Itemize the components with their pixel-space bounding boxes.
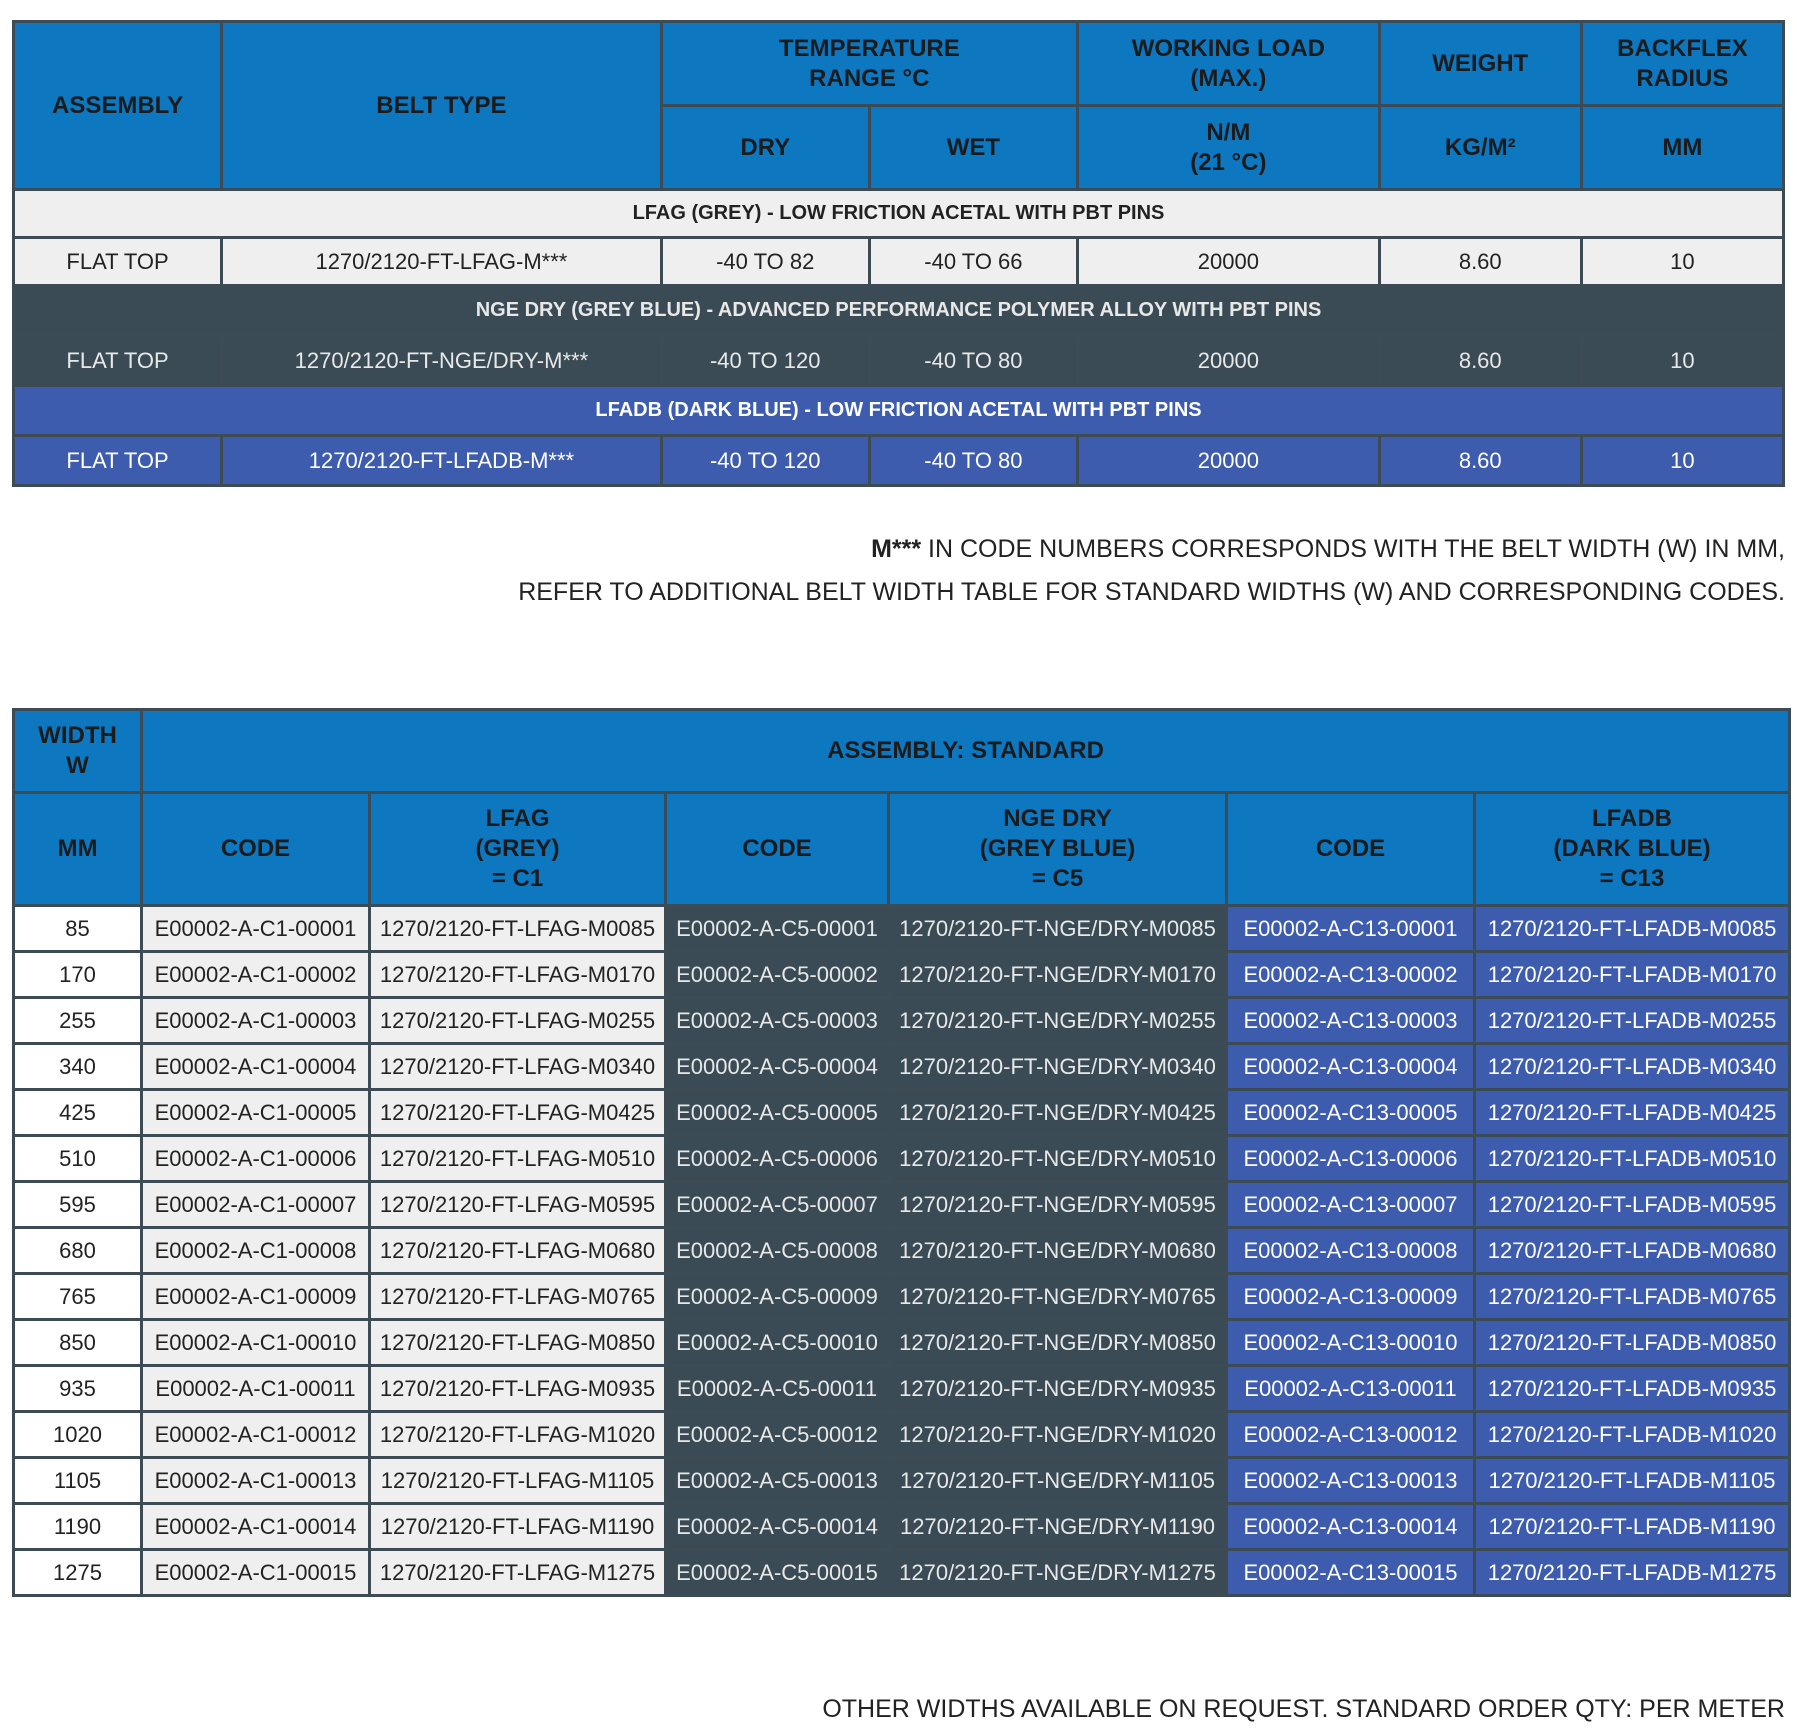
cell-nge-code: E00002-A-C5-00004 [666,1044,889,1090]
cell-nge-belt: 1270/2120-FT-NGE/DRY-M1020 [889,1412,1227,1458]
cell-nge-belt: 1270/2120-FT-NGE/DRY-M0765 [889,1274,1227,1320]
cell-lfag-belt: 1270/2120-FT-LFAG-M1020 [370,1412,666,1458]
table-row [14,1504,1790,1550]
cell-lfadb-code: E00002-A-C13-00011 [1227,1366,1475,1412]
section-title-nge: NGE DRY (GREY BLUE) - ADVANCED PERFORMANCE POLYMER ALLOY WITH PBT PINS [14,286,1784,336]
cell-lfag-belt: 1270/2120-FT-LFAG-M0935 [370,1366,666,1412]
cell-nge-code: E00002-A-C5-00010 [666,1320,889,1366]
cell-lfag-code: E00002-A-C1-00011 [142,1366,370,1412]
cell-dry: -40 TO 120 [661,436,869,486]
cell-lfadb-code: E00002-A-C13-00012 [1227,1412,1475,1458]
cell-lfadb-code: E00002-A-C13-00013 [1227,1458,1475,1504]
header-lfadb: LFADB (DARK BLUE) = C13 [1475,793,1790,906]
cell-lfadb-belt: 1270/2120-FT-LFADB-M0765 [1475,1274,1790,1320]
spec-row-lfadb [14,436,1784,486]
cell-nge-code: E00002-A-C5-00001 [666,906,889,952]
cell-lfag-belt: 1270/2120-FT-LFAG-M0255 [370,998,666,1044]
cell-nge-belt: 1270/2120-FT-NGE/DRY-M0255 [889,998,1227,1044]
cell-dry: -40 TO 82 [661,238,869,286]
cell-wet: -40 TO 66 [869,238,1077,286]
cell-width-mm: 850 [14,1320,142,1366]
cell-width-mm: 765 [14,1274,142,1320]
cell-lfadb-belt: 1270/2120-FT-LFADB-M0170 [1475,952,1790,998]
cell-width-mm: 85 [14,906,142,952]
cell-width-mm: 1105 [14,1458,142,1504]
cell-lfag-belt: 1270/2120-FT-LFAG-M0085 [370,906,666,952]
cell-lfag-belt: 1270/2120-FT-LFAG-M0680 [370,1228,666,1274]
cell-lfadb-belt: 1270/2120-FT-LFADB-M1275 [1475,1550,1790,1596]
cell-assembly: FLAT TOP [14,436,222,486]
cell-wet: -40 TO 80 [869,436,1077,486]
table-row [14,906,1790,952]
cell-weight: 8.60 [1379,336,1581,386]
table-row [14,1182,1790,1228]
cell-nge-code: E00002-A-C5-00009 [666,1274,889,1320]
header-mm: MM [14,793,142,906]
cell-lfag-belt: 1270/2120-FT-LFAG-M1190 [370,1504,666,1550]
cell-lfag-code: E00002-A-C1-00005 [142,1090,370,1136]
cell-lfag-code: E00002-A-C1-00014 [142,1504,370,1550]
cell-width-mm: 340 [14,1044,142,1090]
cell-lfag-belt: 1270/2120-FT-LFAG-M0595 [370,1182,666,1228]
header-backflex: BACKFLEX RADIUS [1581,22,1783,106]
cell-belt-type: 1270/2120-FT-NGE/DRY-M*** [222,336,661,386]
spec-row-lfag [14,238,1784,286]
cell-nge-belt: 1270/2120-FT-NGE/DRY-M0510 [889,1136,1227,1182]
cell-lfadb-belt: 1270/2120-FT-LFADB-M0085 [1475,906,1790,952]
cell-nge-belt: 1270/2120-FT-NGE/DRY-M0170 [889,952,1227,998]
header-code-c1: CODE [142,793,370,906]
cell-nge-code: E00002-A-C5-00007 [666,1182,889,1228]
cell-load: 20000 [1078,238,1380,286]
cell-radius: 10 [1581,336,1783,386]
cell-width-mm: 1020 [14,1412,142,1458]
cell-nge-belt: 1270/2120-FT-NGE/DRY-M0850 [889,1320,1227,1366]
cell-nge-code: E00002-A-C5-00006 [666,1136,889,1182]
cell-width-mm: 255 [14,998,142,1044]
cell-lfadb-code: E00002-A-C13-00001 [1227,906,1475,952]
cell-radius: 10 [1581,238,1783,286]
cell-lfadb-belt: 1270/2120-FT-LFADB-M1020 [1475,1412,1790,1458]
cell-nge-belt: 1270/2120-FT-NGE/DRY-M0085 [889,906,1227,952]
cell-lfag-belt: 1270/2120-FT-LFAG-M0425 [370,1090,666,1136]
cell-lfag-belt: 1270/2120-FT-LFAG-M0510 [370,1136,666,1182]
cell-lfadb-code: E00002-A-C13-00004 [1227,1044,1475,1090]
header-assembly-standard: ASSEMBLY: STANDARD [142,710,1790,793]
table-row [14,1274,1790,1320]
cell-nge-code: E00002-A-C5-00013 [666,1458,889,1504]
cell-lfag-code: E00002-A-C1-00015 [142,1550,370,1596]
cell-nge-code: E00002-A-C5-00005 [666,1090,889,1136]
cell-nge-belt: 1270/2120-FT-NGE/DRY-M0935 [889,1366,1227,1412]
cell-lfadb-code: E00002-A-C13-00008 [1227,1228,1475,1274]
cell-nge-code: E00002-A-C5-00014 [666,1504,889,1550]
header-assembly: ASSEMBLY [14,22,222,190]
cell-lfag-belt: 1270/2120-FT-LFAG-M0170 [370,952,666,998]
table-row [14,1550,1790,1596]
code-note-text: IN CODE NUMBERS CORRESPONDS WITH THE BELT WIDTH (W) IN MM, [921,535,1785,563]
width-table-body [14,906,1790,1596]
table-row [14,1366,1790,1412]
spec-row-nge [14,336,1784,386]
cell-belt-type: 1270/2120-FT-LFAG-M*** [222,238,661,286]
table-row [14,1320,1790,1366]
cell-load: 20000 [1078,336,1380,386]
table-row [14,1458,1790,1504]
cell-lfadb-belt: 1270/2120-FT-LFADB-M0680 [1475,1228,1790,1274]
cell-width-mm: 1190 [14,1504,142,1550]
cell-lfag-belt: 1270/2120-FT-LFAG-M1105 [370,1458,666,1504]
cell-nge-code: E00002-A-C5-00008 [666,1228,889,1274]
width-table-note: REFER TO ADDITIONAL BELT WIDTH TABLE FOR STANDARD WIDTHS (W) AND CORRESPONDING CODES. [518,578,1785,606]
header-dry: DRY [661,106,869,190]
header-working-load: WORKING LOAD (MAX.) [1078,22,1380,106]
cell-lfag-code: E00002-A-C1-00008 [142,1228,370,1274]
cell-lfadb-code: E00002-A-C13-00014 [1227,1504,1475,1550]
cell-lfag-code: E00002-A-C1-00004 [142,1044,370,1090]
cell-lfadb-code: E00002-A-C13-00003 [1227,998,1475,1044]
cell-lfadb-belt: 1270/2120-FT-LFADB-M0510 [1475,1136,1790,1182]
cell-nge-belt: 1270/2120-FT-NGE/DRY-M1190 [889,1504,1227,1550]
cell-width-mm: 680 [14,1228,142,1274]
cell-lfadb-belt: 1270/2120-FT-LFADB-M1105 [1475,1458,1790,1504]
header-wet: WET [869,106,1077,190]
cell-weight: 8.60 [1379,436,1581,486]
cell-belt-type: 1270/2120-FT-LFADB-M*** [222,436,661,486]
cell-lfag-belt: 1270/2120-FT-LFAG-M0850 [370,1320,666,1366]
spec-table [12,20,1785,487]
width-table [12,708,1791,1597]
cell-lfag-belt: 1270/2120-FT-LFAG-M1275 [370,1550,666,1596]
code-note-bold: M*** [871,535,922,563]
header-code-c5: CODE [666,793,889,906]
header-width: WIDTH W [14,710,142,793]
cell-lfadb-code: E00002-A-C13-00002 [1227,952,1475,998]
cell-lfadb-belt: 1270/2120-FT-LFADB-M0255 [1475,998,1790,1044]
cell-lfadb-belt: 1270/2120-FT-LFADB-M0340 [1475,1044,1790,1090]
cell-lfag-belt: 1270/2120-FT-LFAG-M0340 [370,1044,666,1090]
footer-note: OTHER WIDTHS AVAILABLE ON REQUEST. STANDARD ORDER QTY: PER METER [822,1695,1785,1723]
table-row [14,998,1790,1044]
cell-width-mm: 170 [14,952,142,998]
cell-lfadb-code: E00002-A-C13-00010 [1227,1320,1475,1366]
cell-lfadb-belt: 1270/2120-FT-LFADB-M0935 [1475,1366,1790,1412]
cell-nge-belt: 1270/2120-FT-NGE/DRY-M1105 [889,1458,1227,1504]
cell-nge-code: E00002-A-C5-00015 [666,1550,889,1596]
header-weight-unit: KG/M² [1379,106,1581,190]
cell-nge-code: E00002-A-C5-00011 [666,1366,889,1412]
cell-nge-code: E00002-A-C5-00003 [666,998,889,1044]
cell-nge-belt: 1270/2120-FT-NGE/DRY-M0340 [889,1044,1227,1090]
cell-width-mm: 1275 [14,1550,142,1596]
cell-lfag-code: E00002-A-C1-00006 [142,1136,370,1182]
header-backflex-unit: MM [1581,106,1783,190]
cell-nge-code: E00002-A-C5-00002 [666,952,889,998]
cell-lfadb-code: E00002-A-C13-00006 [1227,1136,1475,1182]
cell-lfag-belt: 1270/2120-FT-LFAG-M0765 [370,1274,666,1320]
cell-lfadb-code: E00002-A-C13-00007 [1227,1182,1475,1228]
cell-dry: -40 TO 120 [661,336,869,386]
cell-load: 20000 [1078,436,1380,486]
cell-width-mm: 595 [14,1182,142,1228]
cell-lfag-code: E00002-A-C1-00007 [142,1182,370,1228]
code-note [871,535,1785,564]
cell-assembly: FLAT TOP [14,336,222,386]
cell-lfadb-belt: 1270/2120-FT-LFADB-M1190 [1475,1504,1790,1550]
section-title-lfadb: LFADB (DARK BLUE) - LOW FRICTION ACETAL WITH PBT PINS [14,386,1784,436]
cell-lfag-code: E00002-A-C1-00003 [142,998,370,1044]
cell-lfadb-code: E00002-A-C13-00005 [1227,1090,1475,1136]
cell-width-mm: 935 [14,1366,142,1412]
cell-nge-belt: 1270/2120-FT-NGE/DRY-M1275 [889,1550,1227,1596]
cell-lfadb-belt: 1270/2120-FT-LFADB-M0595 [1475,1182,1790,1228]
cell-nge-belt: 1270/2120-FT-NGE/DRY-M0680 [889,1228,1227,1274]
cell-lfadb-belt: 1270/2120-FT-LFADB-M0425 [1475,1090,1790,1136]
table-row [14,1136,1790,1182]
header-code-c13: CODE [1227,793,1475,906]
cell-lfag-code: E00002-A-C1-00002 [142,952,370,998]
table-row [14,952,1790,998]
table-row [14,1090,1790,1136]
cell-nge-code: E00002-A-C5-00012 [666,1412,889,1458]
cell-lfag-code: E00002-A-C1-00012 [142,1412,370,1458]
header-weight: WEIGHT [1379,22,1581,106]
cell-lfadb-code: E00002-A-C13-00009 [1227,1274,1475,1320]
cell-weight: 8.60 [1379,238,1581,286]
cell-width-mm: 510 [14,1136,142,1182]
table-row [14,1228,1790,1274]
header-nge: NGE DRY (GREY BLUE) = C5 [889,793,1227,906]
header-temperature: TEMPERATURE RANGE °C [661,22,1077,106]
section-title-lfag: LFAG (GREY) - LOW FRICTION ACETAL WITH PBT PINS [14,190,1784,238]
cell-wet: -40 TO 80 [869,336,1077,386]
table-row [14,1044,1790,1090]
cell-lfag-code: E00002-A-C1-00001 [142,906,370,952]
cell-width-mm: 425 [14,1090,142,1136]
header-working-load-unit: N/M (21 °C) [1078,106,1380,190]
header-belt-type: BELT TYPE [222,22,661,190]
header-lfag: LFAG (GREY) = C1 [370,793,666,906]
cell-lfadb-code: E00002-A-C13-00015 [1227,1550,1475,1596]
cell-nge-belt: 1270/2120-FT-NGE/DRY-M0425 [889,1090,1227,1136]
cell-lfadb-belt: 1270/2120-FT-LFADB-M0850 [1475,1320,1790,1366]
cell-lfag-code: E00002-A-C1-00013 [142,1458,370,1504]
cell-lfag-code: E00002-A-C1-00010 [142,1320,370,1366]
table-row [14,1412,1790,1458]
cell-lfag-code: E00002-A-C1-00009 [142,1274,370,1320]
cell-nge-belt: 1270/2120-FT-NGE/DRY-M0595 [889,1182,1227,1228]
cell-assembly: FLAT TOP [14,238,222,286]
cell-radius: 10 [1581,436,1783,486]
